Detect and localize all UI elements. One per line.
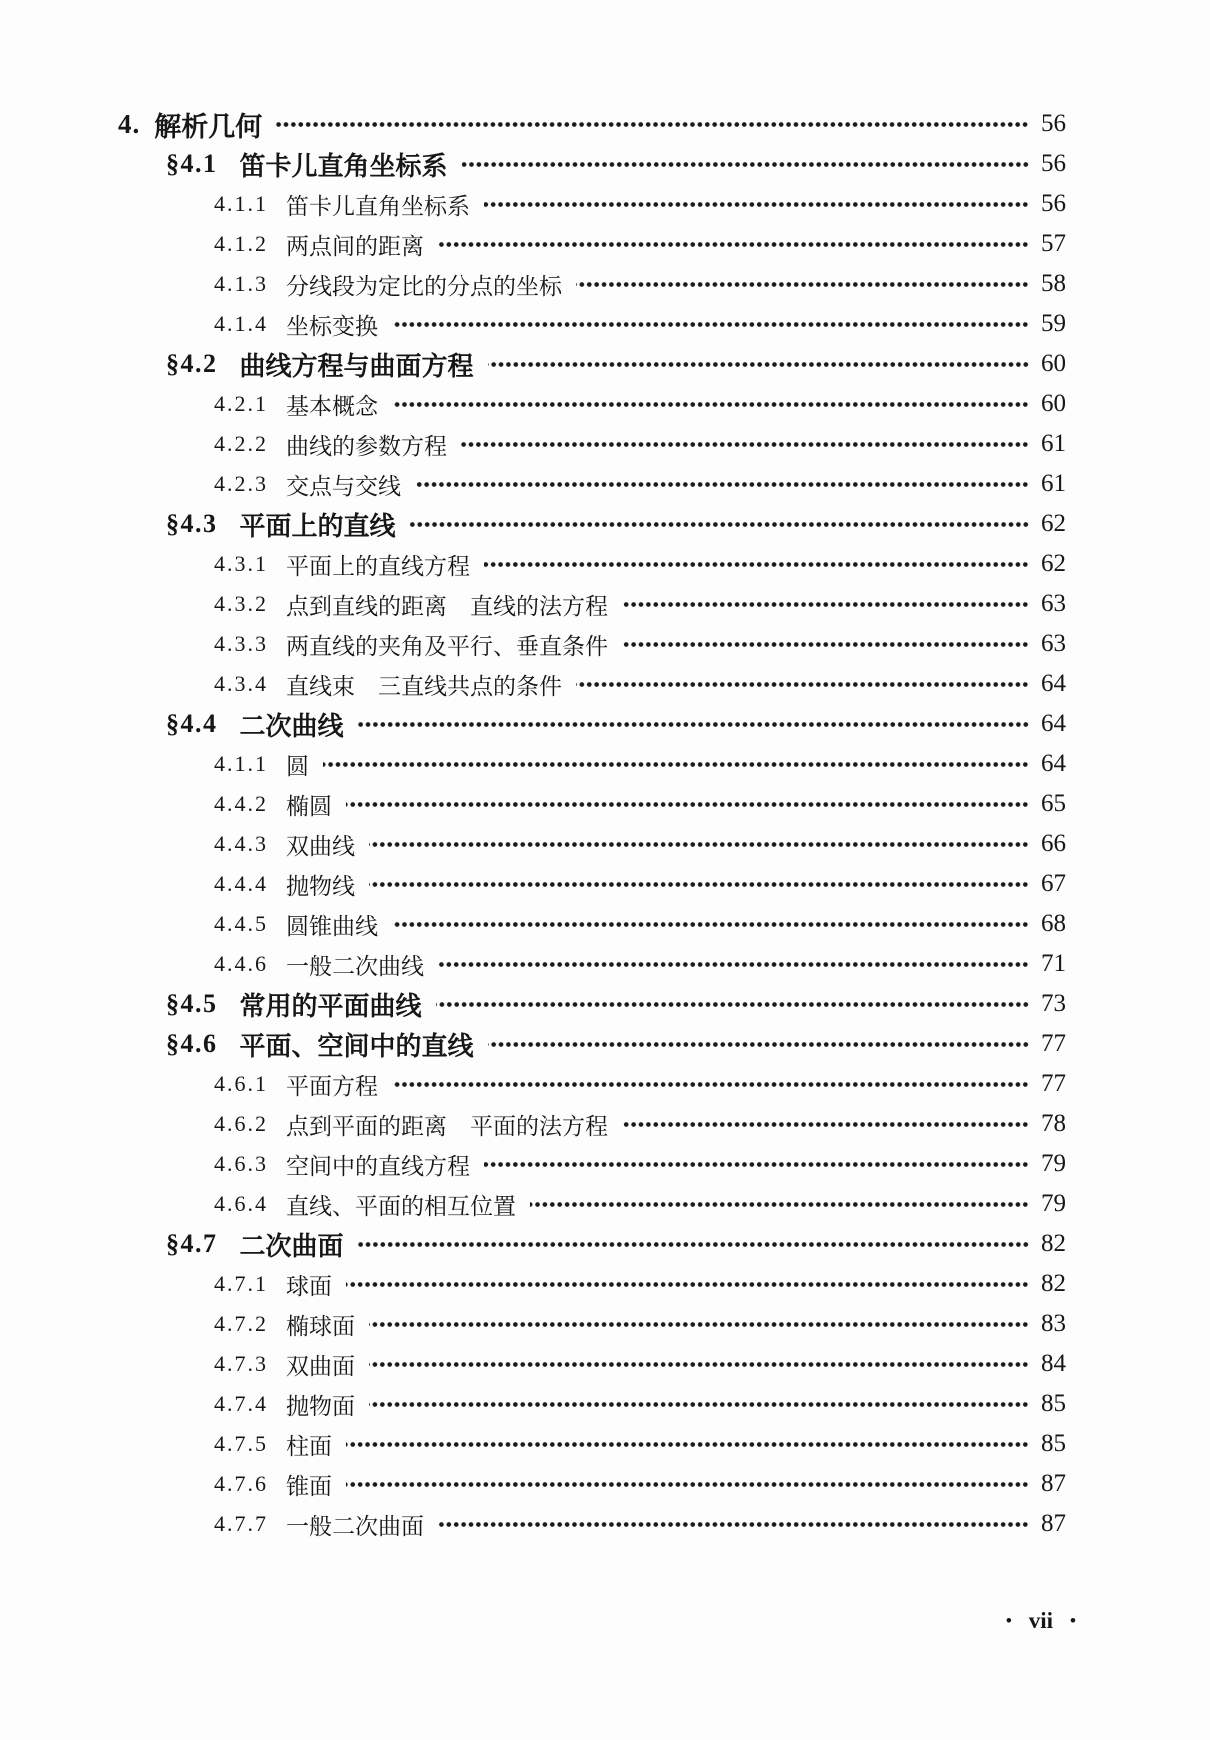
dot-leader [392, 400, 1029, 409]
toc-entry [214, 1344, 1087, 1384]
toc-entry-number: 4.2.2 [214, 431, 268, 456]
page-footer [1006, 1608, 1076, 1634]
toc-entry [214, 464, 1087, 504]
toc-entry [214, 1304, 1087, 1344]
toc-entry-page: 68 [1041, 910, 1066, 937]
toc-entry-number: 4.6.2 [214, 1111, 268, 1136]
toc-entry-title: 二次曲线 [239, 710, 344, 741]
toc-entry-page: 82 [1041, 1270, 1066, 1297]
dot-leader [576, 680, 1029, 689]
dot-leader [346, 1480, 1029, 1489]
toc-entry-number: 4.1.1 [214, 191, 268, 216]
dot-leader [576, 280, 1029, 289]
toc-entry-number: 4.4.5 [214, 911, 268, 936]
toc-entry-title: 直线束 三直线共点的条件 [286, 672, 562, 699]
toc-entry [214, 304, 1087, 344]
toc-entry-title: 平面方程 [286, 1072, 378, 1099]
toc-entry-number: 4.7.1 [214, 1271, 268, 1296]
dot-leader [392, 920, 1029, 929]
dot-leader [484, 560, 1029, 569]
toc-entry-number: §4.5 [166, 989, 218, 1018]
toc-entry-title: 直线、平面的相互位置 [286, 1192, 516, 1219]
toc-entry-title: 笛卡儿直角坐标系 [239, 150, 448, 181]
toc-entry-title: 柱面 [286, 1432, 332, 1459]
toc-entry-title: 抛物面 [286, 1392, 355, 1419]
toc-entry-title: 一般二次曲面 [286, 1512, 424, 1539]
toc-entry-page: 73 [1041, 990, 1066, 1017]
toc-entry-title: 常用的平面曲线 [239, 990, 422, 1021]
toc-entry-page: 87 [1041, 1510, 1066, 1537]
toc-entry-number: §4.7 [166, 1229, 218, 1258]
toc-entry-title: 曲线的参数方程 [286, 432, 447, 459]
toc-entry [166, 144, 1087, 184]
toc-entry-page: 87 [1041, 1470, 1066, 1497]
toc-entry-number: §4.1 [166, 149, 218, 178]
toc-entry-page: 58 [1041, 270, 1066, 297]
toc-entry-number: 4.2.3 [214, 471, 268, 496]
dot-leader [484, 200, 1029, 209]
toc-entry-title: 点到直线的距离 直线的法方程 [286, 592, 608, 619]
toc-entry-number: 4.3.3 [214, 631, 268, 656]
toc-entry [214, 1064, 1087, 1104]
dot-leader [369, 1360, 1029, 1369]
toc-entry-page: 79 [1041, 1150, 1066, 1177]
toc-entry-number: 4.3.1 [214, 551, 268, 576]
toc-entry-title: 平面上的直线 [239, 510, 396, 541]
toc-entry-title: 两点间的距离 [286, 232, 424, 259]
toc-entry [214, 424, 1087, 464]
toc-entry-number: 4.6.3 [214, 1151, 268, 1176]
toc-entry-page: 65 [1041, 790, 1066, 817]
toc-entry-title: 空间中的直线方程 [286, 1152, 470, 1179]
toc-entry-number: 4.4.3 [214, 831, 268, 856]
toc-entry-page: 82 [1041, 1230, 1066, 1257]
toc-entry-page: 61 [1041, 430, 1066, 457]
toc-entry [166, 504, 1087, 544]
footer-right-bullet-icon: • [1070, 1611, 1076, 1630]
toc-entry-number: §4.3 [166, 509, 218, 538]
toc-entry-title: 圆锥曲线 [286, 912, 378, 939]
toc-entry-title: 圆 [286, 752, 309, 779]
toc-entry [214, 944, 1087, 984]
toc-entry-number: 4.7.2 [214, 1311, 268, 1336]
toc-entry-title: 椭圆 [286, 792, 332, 819]
dot-leader [392, 1080, 1029, 1089]
dot-leader [346, 1280, 1029, 1289]
dot-leader [276, 120, 1029, 129]
toc-entry-page: 60 [1041, 350, 1066, 377]
toc-entry-page: 63 [1041, 630, 1066, 657]
toc-entry-number: §4.4 [166, 709, 218, 738]
toc-entry-number: 4.7.3 [214, 1351, 268, 1376]
dot-leader [622, 600, 1029, 609]
toc-entry [214, 544, 1087, 584]
toc-entry [214, 184, 1087, 224]
dot-leader [438, 1520, 1029, 1529]
toc-entry-page: 64 [1041, 710, 1066, 737]
toc-entry-title: 交点与交线 [286, 472, 401, 499]
toc-entry-number: 4.7.5 [214, 1431, 268, 1456]
toc-entry [214, 1184, 1087, 1224]
toc-entry-number: 4.1.2 [214, 231, 268, 256]
toc-entry-title: 球面 [286, 1272, 332, 1299]
toc-entry-title: 二次曲面 [239, 1230, 344, 1261]
toc-entry-page: 79 [1041, 1190, 1066, 1217]
toc-entry [214, 784, 1087, 824]
toc-entry-number: §4.6 [166, 1029, 218, 1058]
toc-entry-page: 78 [1041, 1110, 1066, 1137]
toc-entry-number: 4.1.3 [214, 271, 268, 296]
dot-leader [346, 1440, 1029, 1449]
toc-entry-number: 4.1.4 [214, 311, 268, 336]
folio-page-number: vii [1028, 1608, 1054, 1633]
toc-entry-page: 85 [1041, 1390, 1066, 1417]
toc-entry-number: 4.6.1 [214, 1071, 268, 1096]
toc-entry-page: 64 [1041, 670, 1066, 697]
dot-leader [369, 840, 1029, 849]
toc-entry-number: §4.2 [166, 349, 218, 378]
toc-entry-page: 62 [1041, 510, 1066, 537]
toc-entry-page: 85 [1041, 1430, 1066, 1457]
toc-entry [214, 624, 1087, 664]
toc-entry-page: 63 [1041, 590, 1066, 617]
toc-entry [214, 1464, 1087, 1504]
toc-entry-number: 4. [118, 108, 141, 139]
toc-entry [214, 864, 1087, 904]
dot-leader [358, 1240, 1029, 1249]
toc-entry [214, 1264, 1087, 1304]
footer-left-bullet-icon: • [1005, 1611, 1012, 1630]
dot-leader [410, 520, 1029, 529]
dot-leader [392, 320, 1029, 329]
toc-entry-title: 解析几何 [154, 111, 263, 142]
toc-entry-number: 4.6.4 [214, 1191, 268, 1216]
toc-entry [214, 584, 1087, 624]
toc-entry-title: 双曲线 [286, 832, 355, 859]
dot-leader [369, 1400, 1029, 1409]
toc-entry-page: 77 [1041, 1070, 1066, 1097]
toc-entry-page: 59 [1041, 310, 1066, 337]
toc-entry [214, 664, 1087, 704]
toc-entry [166, 1224, 1087, 1264]
toc-entry [214, 1504, 1087, 1544]
toc-entry-number: 4.2.1 [214, 391, 268, 416]
toc-entry-title: 点到平面的距离 平面的法方程 [286, 1112, 608, 1139]
dot-leader [488, 360, 1029, 369]
toc-list [118, 104, 1087, 1544]
toc-entry-title: 平面上的直线方程 [286, 552, 470, 579]
toc-entry-title: 抛物线 [286, 872, 355, 899]
toc-entry [214, 224, 1087, 264]
toc-entry-page: 77 [1041, 1030, 1066, 1057]
toc-entry-page: 84 [1041, 1350, 1066, 1377]
toc-entry-title: 一般二次曲线 [286, 952, 424, 979]
toc-entry [214, 904, 1087, 944]
dot-leader [622, 1120, 1029, 1129]
dot-leader [462, 160, 1029, 169]
toc-entry [214, 1384, 1087, 1424]
toc-entry-number: 4.7.6 [214, 1471, 268, 1496]
dot-leader [530, 1200, 1029, 1209]
dot-leader [358, 720, 1029, 729]
toc-entry [214, 1104, 1087, 1144]
dot-leader [415, 480, 1029, 489]
toc-entry-page: 56 [1041, 150, 1066, 177]
toc-entry [214, 1424, 1087, 1464]
toc-entry-number: 4.3.2 [214, 591, 268, 616]
toc-entry-page: 61 [1041, 470, 1066, 497]
toc-entry [166, 1024, 1087, 1064]
toc-entry-page: 66 [1041, 830, 1066, 857]
toc-entry [214, 264, 1087, 304]
toc-entry [166, 344, 1087, 384]
dot-leader [323, 760, 1029, 769]
toc-entry-title: 椭球面 [286, 1312, 355, 1339]
toc-entry-title: 坐标变换 [286, 312, 378, 339]
dot-leader [438, 960, 1029, 969]
toc-entry [214, 384, 1087, 424]
toc-entry-page: 67 [1041, 870, 1066, 897]
toc-entry-title: 分线段为定比的分点的坐标 [286, 272, 562, 299]
toc-entry-number: 4.7.7 [214, 1511, 268, 1536]
toc-entry-page: 56 [1041, 110, 1066, 137]
toc-entry-page: 83 [1041, 1310, 1066, 1337]
toc-entry [166, 704, 1087, 744]
toc-entry-page: 62 [1041, 550, 1066, 577]
dot-leader [622, 640, 1029, 649]
toc-entry [214, 1144, 1087, 1184]
toc-entry-page: 64 [1041, 750, 1066, 777]
toc-entry-number: 4.4.2 [214, 791, 268, 816]
toc-entry-number: 4.4.6 [214, 951, 268, 976]
toc-entry-page: 57 [1041, 230, 1066, 257]
toc-entry-title: 两直线的夹角及平行、垂直条件 [286, 632, 608, 659]
toc-entry-number: 4.1.1 [214, 751, 268, 776]
toc-entry-number: 4.7.4 [214, 1391, 268, 1416]
dot-leader [438, 240, 1029, 249]
dot-leader [488, 1040, 1029, 1049]
toc-entry-title: 基本概念 [286, 392, 378, 419]
dot-leader [346, 800, 1029, 809]
toc-entry-page: 71 [1041, 950, 1066, 977]
toc-entry-title: 曲线方程与曲面方程 [239, 350, 474, 381]
toc-entry-title: 平面、空间中的直线 [239, 1030, 474, 1061]
toc-entry-number: 4.4.4 [214, 871, 268, 896]
dot-leader [369, 880, 1029, 889]
toc-entry-page: 56 [1041, 190, 1066, 217]
dot-leader [369, 1320, 1029, 1329]
toc-entry-title: 双曲面 [286, 1352, 355, 1379]
toc-entry-title: 笛卡儿直角坐标系 [286, 192, 470, 219]
toc-entry [166, 984, 1087, 1024]
dot-leader [461, 440, 1029, 449]
toc-entry [214, 744, 1087, 784]
toc-entry-number: 4.3.4 [214, 671, 268, 696]
toc-entry [214, 824, 1087, 864]
dot-leader [484, 1160, 1029, 1169]
toc-entry-page: 60 [1041, 390, 1066, 417]
dot-leader [436, 1000, 1029, 1009]
toc-entry [118, 104, 1087, 144]
toc-entry-title: 锥面 [286, 1472, 332, 1499]
